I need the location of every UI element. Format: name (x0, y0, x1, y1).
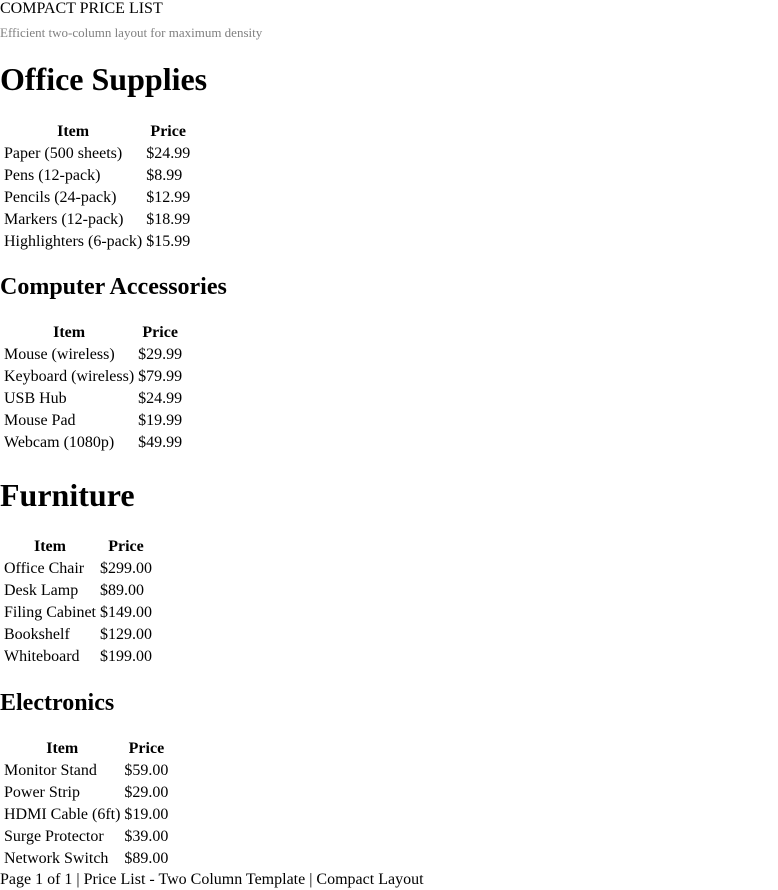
item-price: $15.99 (146, 233, 191, 250)
item-price: $129.00 (100, 626, 152, 643)
column-header-item: Item (53, 324, 86, 341)
item-name: Pencils (24-pack) (4, 189, 117, 206)
table-header-row (3, 739, 169, 759)
page-footer: Page 1 of 1 | Price List - Two Column Template | Compact Layout (0, 871, 424, 888)
price-table (1, 321, 185, 455)
item-price: $49.99 (138, 434, 183, 451)
table-row (3, 761, 169, 781)
column-header-price: Price (142, 324, 178, 341)
item-name: Highlighters (6-pack) (4, 233, 143, 250)
table-row (3, 603, 153, 623)
table-row (3, 783, 169, 803)
item-name: Keyboard (wireless) (4, 368, 135, 385)
document-title: COMPACT PRICE LIST (0, 0, 163, 17)
item-name: Filing Cabinet (4, 604, 96, 621)
item-price: $19.99 (138, 412, 183, 429)
table-row (3, 411, 183, 431)
table-row (3, 210, 191, 230)
item-price: $19.00 (124, 806, 169, 823)
item-price: $89.00 (124, 850, 169, 867)
table-row (3, 433, 183, 453)
item-price: $199.00 (100, 648, 152, 665)
section-heading: Furniture (0, 477, 135, 513)
item-name: Desk Lamp (4, 582, 79, 599)
item-name: Monitor Stand (4, 762, 97, 779)
column-header-item: Item (46, 740, 79, 757)
item-name: Power Strip (4, 784, 80, 801)
table-row (3, 345, 183, 365)
item-name: Mouse Pad (4, 412, 76, 429)
item-name: Pens (12-pack) (4, 167, 101, 184)
column-header-item: Item (34, 538, 66, 555)
item-name: USB Hub (4, 390, 67, 407)
table-row (3, 144, 191, 164)
column-header-price: Price (150, 123, 186, 140)
item-name: Whiteboard (4, 648, 80, 665)
table-row (3, 625, 153, 645)
item-price: $59.00 (124, 762, 169, 779)
item-price: $24.99 (146, 145, 191, 162)
item-name: Bookshelf (4, 626, 70, 643)
item-price: $18.99 (146, 211, 191, 228)
item-price: $29.00 (124, 784, 169, 801)
item-name: Office Chair (4, 560, 85, 577)
item-price: $24.99 (138, 390, 183, 407)
table-row (3, 188, 191, 208)
table-row (3, 827, 169, 847)
table-header-row (3, 537, 153, 557)
column-header-price: Price (108, 538, 144, 555)
item-price: $149.00 (100, 604, 152, 621)
column-header-price: Price (128, 740, 165, 757)
table-row (3, 805, 169, 825)
table-row (3, 849, 169, 869)
table-row (3, 389, 183, 409)
item-price: $89.00 (100, 582, 144, 599)
item-name: Mouse (wireless) (4, 346, 115, 363)
item-name: Surge Protector (4, 828, 104, 845)
table-row (3, 559, 153, 579)
table-row (3, 232, 191, 252)
price-table (1, 737, 171, 871)
item-name: HDMI Cable (6ft) (4, 806, 121, 823)
table-row (3, 647, 153, 667)
table-header-row (3, 122, 191, 142)
item-name: Network Switch (4, 850, 109, 867)
item-price: $39.00 (124, 828, 169, 845)
item-price: $29.99 (138, 346, 183, 363)
item-name: Paper (500 sheets) (4, 145, 123, 162)
item-name: Markers (12-pack) (4, 211, 124, 228)
section-heading: Office Supplies (0, 61, 208, 97)
column-header-item: Item (57, 123, 90, 140)
table-row (3, 581, 153, 601)
item-price: $299.00 (100, 560, 152, 577)
item-name: Webcam (1080p) (4, 434, 115, 451)
price-table (1, 120, 193, 254)
table-header-row (3, 323, 183, 343)
section-heading: Computer Accessories (0, 274, 227, 300)
table-row (3, 166, 191, 186)
table-row (3, 367, 183, 387)
item-price: $12.99 (146, 189, 191, 206)
section-heading: Electronics (0, 690, 115, 716)
item-price: $8.99 (146, 167, 183, 184)
price-table (1, 535, 155, 669)
item-price: $79.99 (138, 368, 183, 385)
document-subtitle: Efficient two-column layout for maximum density (0, 25, 263, 40)
